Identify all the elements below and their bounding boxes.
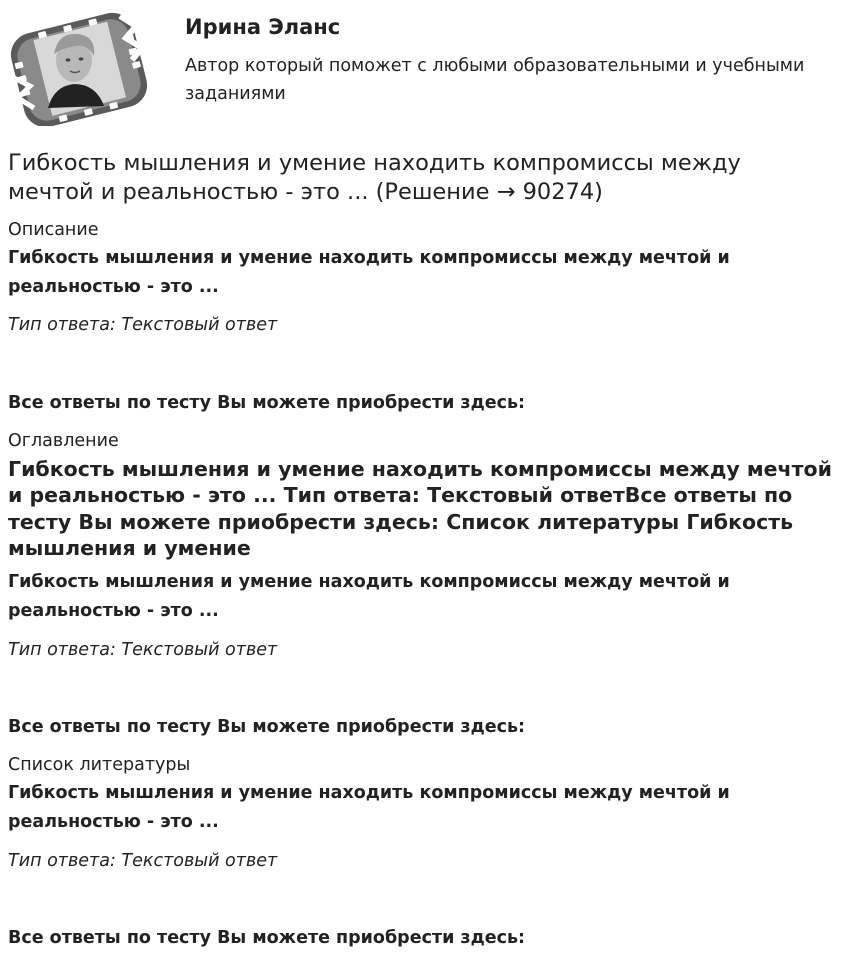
description-label: Описание xyxy=(8,220,99,240)
description-purchase-text: Все ответы по тесту Вы можете приобрести здесь: xyxy=(8,393,526,413)
toc-label: Оглавление xyxy=(8,431,119,451)
bibliography-answer-type: Тип ответа: Текстовый ответ xyxy=(8,851,278,871)
page-title: Гибкость мышления и умение находить компромиссы между мечтой и реальностью - это ... (Решение → 90274) xyxy=(8,150,741,205)
author-description: Автор который поможет с любыми образовательными и учебными заданиями xyxy=(185,56,805,104)
toc-answer-type: Тип ответа: Текстовый ответ xyxy=(8,640,278,660)
toc-heading: Гибкость мышления и умение находить компромиссы между мечтой и реальностью - это ... Тип ответа: Текстовый ответВсе ответы по тесту Вы можете приобрести здесь: Список литературы Гибкость мышления и умение xyxy=(8,457,832,560)
toc-question: Гибкость мышления и умение находить компромиссы между мечтой и реальностью - это ... xyxy=(8,572,730,621)
bibliography-question: Гибкость мышления и умение находить компромиссы между мечтой и реальностью - это ... xyxy=(8,783,730,832)
author-avatar xyxy=(8,8,150,126)
author-block xyxy=(0,0,847,140)
author-name: Ирина Эланс xyxy=(185,15,341,39)
toc-purchase-text: Все ответы по тесту Вы можете приобрести здесь: xyxy=(8,717,526,737)
description-answer-type: Тип ответа: Текстовый ответ xyxy=(8,315,278,335)
bibliography-label: Список литературы xyxy=(8,755,191,775)
description-question: Гибкость мышления и умение находить компромиссы между мечтой и реальностью - это ... xyxy=(8,248,730,297)
bibliography-purchase-text: Все ответы по тесту Вы можете приобрести здесь: xyxy=(8,928,526,948)
